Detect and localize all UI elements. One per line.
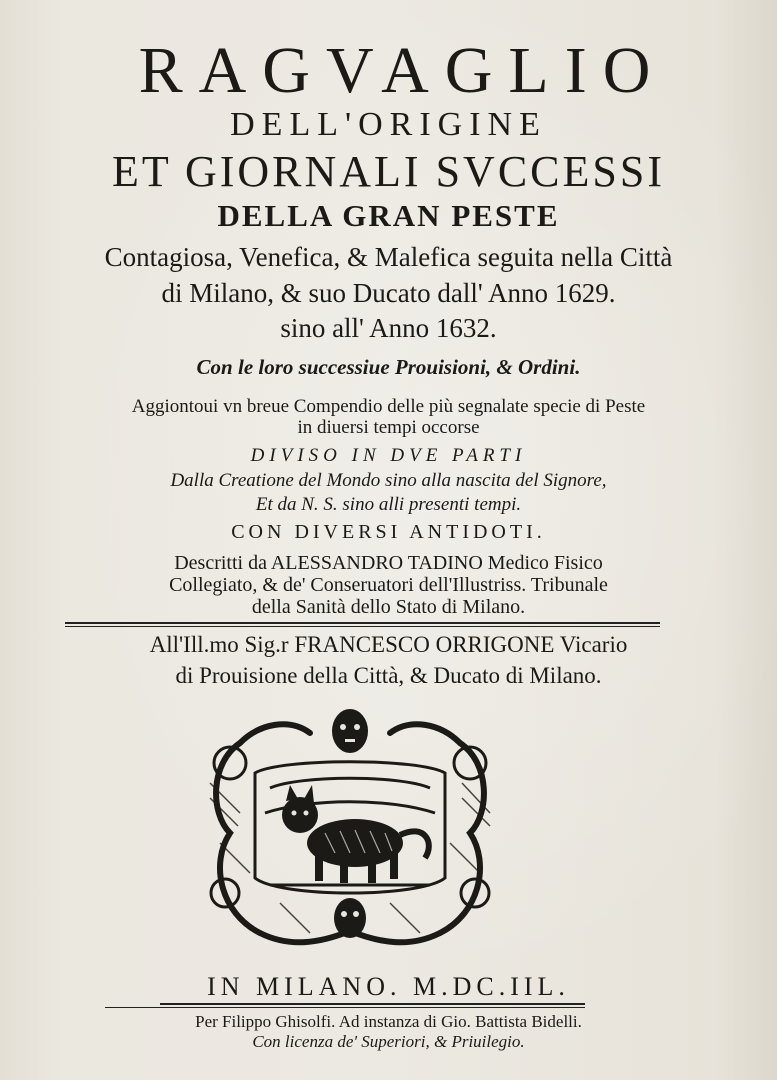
compendium-line-1: Aggiontoui vn breue Compendio delle più segnalate specie di Peste bbox=[131, 396, 646, 417]
subtitle-line-3: sino all' Anno 1632. bbox=[280, 313, 497, 343]
divider-rule-thin bbox=[65, 626, 660, 627]
subtitle-line-2: di Milano, & suo Ducato dall' Anno 1629. bbox=[161, 278, 616, 308]
printer-line: Per Filippo Ghisolfi. Ad instanza di Gio. Battista Bidelli. bbox=[195, 1012, 582, 1031]
author-line-2: Collegiato, & de' Conseruatori dell'Illustriss. Tribunale bbox=[169, 574, 608, 596]
license-line: Con licenza de' Superiori, & Priuilegio. bbox=[252, 1032, 525, 1051]
dedication-line-2: di Prouisione della Città, & Ducato di Milano. bbox=[175, 663, 602, 688]
divider-rule bbox=[65, 622, 660, 624]
title-main: RAGVAGLIO bbox=[138, 34, 667, 107]
compendium-line-2: in diuersi tempi occorse bbox=[297, 417, 480, 438]
title-line-successes: ET GIORNALI SVCCESSI bbox=[111, 147, 665, 196]
author-line-1: Descritti da ALESSANDRO TADINO Medico Fisico bbox=[174, 552, 603, 574]
title-line-origin: DELL'ORIGINE bbox=[230, 106, 547, 143]
subtitle-line-1: Contagiosa, Venefica, & Malefica seguita nella Città bbox=[104, 242, 673, 272]
parts-heading: DIVISO IN DVE PARTI bbox=[250, 445, 527, 466]
dedication-line-1: All'Ill.mo Sig.r FRANCESCO ORRIGONE Vicario bbox=[149, 632, 628, 657]
antidotes-line: CON DIVERSI ANTIDOTI. bbox=[231, 521, 546, 543]
imprint-rule-thin bbox=[105, 1007, 585, 1008]
author-line-3: della Sanità dello Stato di Milano. bbox=[251, 596, 526, 618]
imprint-place-date: IN MILANO. M.DC.IIL. bbox=[207, 972, 570, 1001]
imprint-rule bbox=[160, 1003, 585, 1005]
title-line-plague: DELLA GRAN PESTE bbox=[217, 198, 560, 233]
printers-device-woodcut bbox=[200, 703, 500, 958]
parts-line-2: Et da N. S. sino alli presenti tempi. bbox=[255, 494, 522, 515]
provisions-line: Con le loro successiue Prouisioni, & Ordini. bbox=[196, 355, 581, 379]
parts-line-1: Dalla Creatione del Mondo sino alla nascita del Signore, bbox=[170, 470, 607, 491]
